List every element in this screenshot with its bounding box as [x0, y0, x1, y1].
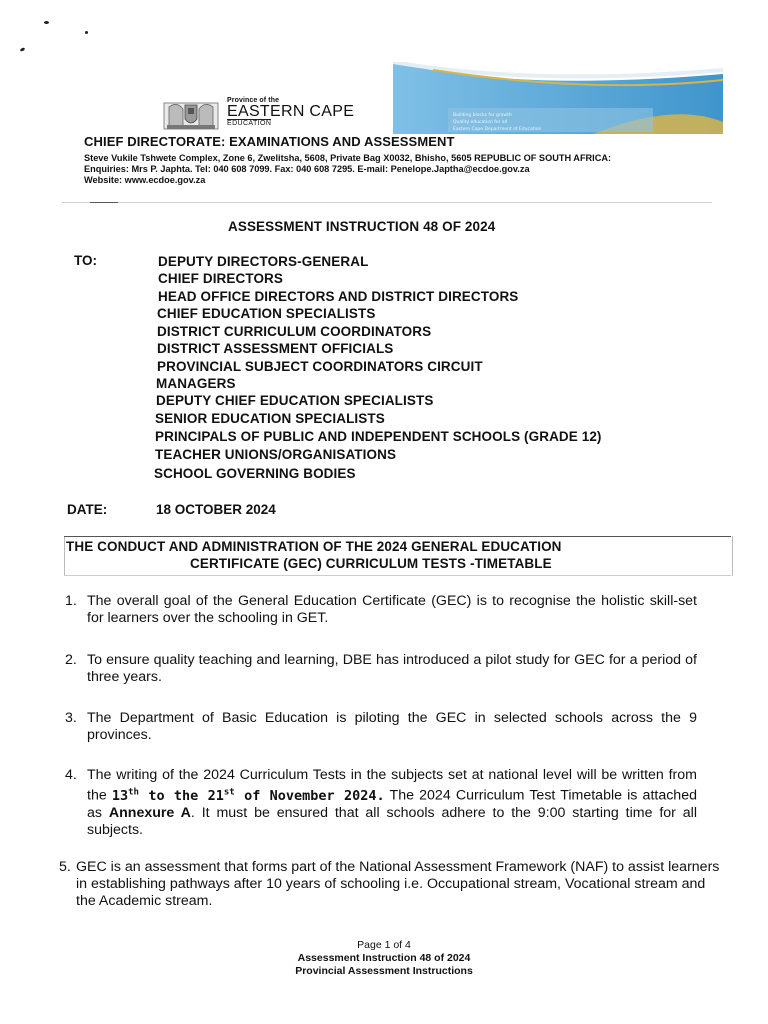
footer-series: Provincial Assessment Instructions: [295, 965, 473, 977]
coat-of-arms-logo: [163, 97, 219, 131]
subject-line-1: THE CONDUCT AND ADMINISTRATION OF THE 2024 GENERAL EDUCATION: [66, 539, 562, 554]
recipient-item: HEAD OFFICE DIRECTORS AND DISTRICT DIRECTORS: [158, 289, 519, 304]
department-name: EDUCATION: [227, 120, 272, 127]
annexure-reference: Annexure A: [108, 804, 191, 821]
recipient-item: CHIEF DIRECTORS: [158, 271, 284, 286]
date-end-suffix: st: [223, 787, 235, 797]
footer-document-ref: Assessment Instruction 48 of 2024: [297, 952, 471, 964]
page-number: Page 1 of 4: [357, 939, 411, 951]
recipient-item: DISTRICT CURRICULUM COORDINATORS: [157, 324, 432, 339]
recipient-item: DISTRICT ASSESSMENT OFFICIALS: [157, 341, 394, 356]
subject-line-2: CERTIFICATE (GEC) CURRICULUM TESTS -TIMETABLE: [190, 556, 552, 571]
to-label: TO:: [74, 253, 97, 268]
paragraph-number: 4.: [65, 767, 77, 783]
letterhead-divider-mark: [90, 202, 118, 203]
recipient-item: SENIOR EDUCATION SPECIALISTS: [155, 411, 385, 426]
paragraph-number: 1.: [65, 593, 77, 609]
contact-line: Enquiries: Mrs P. Japhta. Tel: 040 608 7099. Fax: 040 608 7295. E-mail: Penelope.Japtha@ecdoe.gov.za: [84, 164, 530, 174]
address-line: Steve Vukile Tshwete Complex, Zone 6, Zwelitsha, 5608, Private Bag X0032, Bhisho, 5605 REPUBLIC OF SOUTH AFRICA:: [84, 153, 612, 163]
province-prefix: Province of the: [227, 97, 280, 104]
paragraph-number: 3.: [65, 710, 77, 726]
date-label: DATE:: [67, 502, 108, 517]
province-name: EASTERN CAPE: [227, 103, 355, 120]
document-title: ASSESSMENT INSTRUCTION 48 OF 2024: [228, 219, 496, 234]
paragraph-text: The overall goal of the General Education Certificate (GEC) is to recognise the holistic skill-set for learners over the schooling in GET.: [87, 593, 697, 626]
scan-speck: [85, 31, 88, 34]
date-value: 18 OCTOBER 2024: [156, 502, 276, 517]
banner-fine-print-3: Eastern Cape Department of Education: [453, 127, 542, 132]
scan-speck: [20, 47, 26, 52]
paragraph-text: [87, 767, 697, 839]
subject-box-bottom-border: [64, 575, 731, 576]
paragraph-text-part: The writing of the 2024 Curriculum Tests in the subjects set at national level will be written from the: [87, 767, 697, 804]
subject-box-top-border: [64, 536, 731, 537]
date-start-suffix: th: [128, 787, 139, 797]
letterhead-banner: [393, 62, 723, 134]
date-end-month: of November 2024.: [234, 787, 385, 804]
recipient-item: TEACHER UNIONS/ORGANISATIONS: [155, 447, 397, 462]
paragraph-number: 5.: [59, 859, 71, 875]
recipient-item: DEPUTY CHIEF EDUCATION SPECIALISTS: [156, 393, 434, 408]
paragraph-text: The Department of Basic Education is piloting the GEC in selected schools across the 9 provinces.: [87, 710, 697, 743]
paragraph-text-part: The 2024 Curriculum Test Timetable is attached as: [87, 787, 697, 821]
paragraph-text-part: . It must be ensured that all schools adhere to the 9:00 starting time for all subjects.: [87, 804, 697, 838]
date-range-mid: to the 21: [138, 787, 224, 804]
recipient-item: SCHOOL GOVERNING BODIES: [154, 466, 356, 481]
paragraph-number: 2.: [65, 652, 77, 668]
banner-fine-print-1: Building blocks for growth: [453, 113, 512, 118]
website-line: Website: www.ecdoe.gov.za: [84, 175, 206, 185]
recipient-item: DEPUTY DIRECTORS-GENERAL: [158, 254, 369, 269]
recipient-item: CHIEF EDUCATION SPECIALISTS: [157, 306, 376, 321]
date-start-day: 13: [111, 787, 129, 804]
letterhead-divider: [62, 202, 712, 203]
scan-speck: [44, 21, 49, 24]
recipient-item: PRINCIPALS OF PUBLIC AND INDEPENDENT SCHOOLS (GRADE 12): [155, 429, 602, 444]
directorate-heading: CHIEF DIRECTORATE: EXAMINATIONS AND ASSESSMENT: [84, 134, 455, 149]
banner-fine-print-2: Quality education for all: [453, 120, 508, 125]
recipient-item: MANAGERS: [156, 376, 236, 391]
paragraph-text: GEC is an assessment that forms part of the National Assessment Framework (NAF) to assist learners in establishing pathways after 10 years of schooling i.e. Occupational stream, Vocational stream and the Academic stream.: [76, 859, 720, 909]
recipient-item: PROVINCIAL SUBJECT COORDINATORS CIRCUIT: [157, 359, 483, 374]
paragraph-text: To ensure quality teaching and learning, DBE has introduced a pilot study for GEC for a period of three years.: [87, 652, 697, 685]
